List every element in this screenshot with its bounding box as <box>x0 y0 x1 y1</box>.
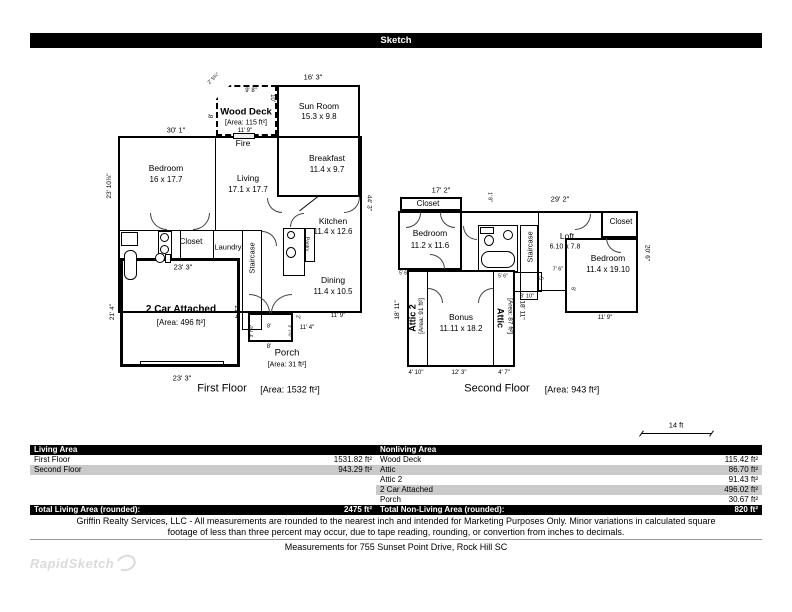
table-row <box>376 475 762 485</box>
bathtub <box>124 250 137 280</box>
toilet <box>155 253 165 263</box>
room-closet-1f: Closet <box>179 237 203 246</box>
dim-4-7: 4' 7" <box>498 370 510 376</box>
dim-8-2f: 8' <box>569 287 576 291</box>
area-porch: [Area: 31 ft²] <box>267 361 307 369</box>
room-garage: 2 Car Attached <box>145 304 217 315</box>
floor1-title: First Floor <box>197 382 247 395</box>
dim-8-porch: 8' <box>266 344 272 350</box>
dim-11-9-deck: 11' 9" <box>237 128 253 134</box>
dim-16-3: 16' 3" <box>303 72 323 82</box>
wall-segment <box>427 270 428 367</box>
living-area-header <box>30 445 376 455</box>
scale-bar-line <box>641 433 711 434</box>
dim-2-5: 2' 5¾" <box>206 71 221 86</box>
row-value: 943.29 ft² <box>338 465 372 474</box>
dim-4-10: 4' 10" <box>408 370 424 376</box>
nonliving-area-header <box>376 445 762 455</box>
dim-23-10: 23' 10⅞" <box>105 173 113 199</box>
size-living: 17.1 x 17.7 <box>228 185 268 194</box>
room-attic: Attic <box>495 308 506 328</box>
sink <box>503 230 513 240</box>
area-attic-2: [Area: 91 ft²] <box>417 298 425 334</box>
room-porch: Porch <box>274 347 300 359</box>
living-total-label: Total Living Area (rounded): <box>34 505 141 514</box>
wall-stair-landing <box>514 272 542 292</box>
wall-segment <box>538 290 565 291</box>
row-value: 496.02 ft² <box>724 485 758 494</box>
room-loft: Loft <box>559 230 575 241</box>
table-row <box>376 495 762 505</box>
disclaimer-line-1: Griffin Realty Services, LLC - All measurements are rounded to the nearest inch and intended for Marketing Purposes Only. Minor variations in calculated square <box>76 516 716 526</box>
area-garage: [Area: 496 ft²] <box>156 318 206 327</box>
room-closet-2f-left: Closet <box>416 199 440 208</box>
dim-18-11-right: 18' 11" <box>518 300 526 320</box>
nonliving-total-value: 820 ft² <box>734 505 758 514</box>
size-breakfast: 11.4 x 9.7 <box>309 165 345 174</box>
dim-3-7-right: 3' 7⅞" <box>287 324 293 338</box>
row-name: Porch <box>380 495 401 504</box>
dim-3-10: 3' 10" <box>520 293 534 300</box>
footer-rule <box>30 539 762 540</box>
dim-29-2: 29' 2" <box>550 194 570 204</box>
page-title: Sketch <box>380 35 412 46</box>
floor2-title: Second Floor <box>464 382 530 395</box>
row-value: 30.67 ft² <box>728 495 758 504</box>
sink <box>287 231 295 239</box>
room-kitchen: Kitchen <box>318 215 348 226</box>
dim-8-porch-top: 8' <box>266 323 272 330</box>
size-bedroom-2f-left: 11.2 x 11.6 <box>410 241 450 250</box>
dim-10: 10' <box>269 94 275 102</box>
dim-2: 2' <box>294 315 301 319</box>
dim-11-4: 11' 4" <box>299 325 315 331</box>
row-name: Attic 2 <box>380 475 403 484</box>
room-staircase-1f: Staircase <box>247 242 257 274</box>
vanity <box>480 227 494 234</box>
door-arc <box>575 214 591 230</box>
row-value: 91.43 ft² <box>728 475 758 484</box>
size-kitchen: 11.4 x 12.6 <box>313 227 353 236</box>
room-wood-deck: Wood Deck <box>220 106 272 118</box>
row-name: Attic <box>380 465 396 474</box>
room-breakfast: Breakfast <box>309 152 345 163</box>
table-row <box>30 465 376 475</box>
scale-tick <box>709 430 714 436</box>
dim-17-2: 17' 2" <box>431 185 451 195</box>
size-bedroom-2f-right: 11.4 x 19.10 <box>586 265 630 274</box>
toilet <box>484 235 494 246</box>
dim-21-4-left: 21' 4" <box>108 303 116 321</box>
shower <box>121 232 138 246</box>
dim-23-3-bottom: 23' 3" <box>172 373 192 383</box>
dim-5-6-right: 5' 6" <box>498 273 508 280</box>
room-attic-2: Attic 2 <box>407 304 418 332</box>
bathtub <box>481 251 515 268</box>
dim-30-1: 30' 1" <box>166 125 186 135</box>
nonliving-area-table <box>376 445 762 515</box>
dim-12-3: 12' 3" <box>451 370 467 376</box>
address-line: Measurements for 755 Sunset Point Drive, Rock Hill SC <box>284 542 508 552</box>
room-bedroom-1f: Bedroom <box>148 162 184 173</box>
dim-23-3-top: 23' 3" <box>173 262 193 272</box>
table-row <box>376 485 762 495</box>
dim-11-9-dining: 11' 9" <box>330 313 346 319</box>
size-bonus: 11.11 x 18.2 <box>439 324 483 333</box>
nonliving-area-header-label: Nonliving Area <box>380 445 437 454</box>
size-dining: 11.4 x 10.5 <box>313 287 353 296</box>
dim-18-11-left: 18' 11" <box>393 300 401 320</box>
wall-segment <box>118 230 262 231</box>
floor1-area: [Area: 1532 ft²] <box>260 384 320 395</box>
row-name: First Floor <box>34 455 70 464</box>
room-laundry: Laundry <box>214 242 242 252</box>
dim-44-3: 44' 3" <box>365 194 373 212</box>
nonliving-total-label: Total Non-Living Area (rounded): <box>380 505 505 514</box>
room-sun-room: Sun Room <box>298 100 340 111</box>
dim-20-6: 20' 6" <box>643 244 651 262</box>
room-closet-2f-right: Closet <box>609 217 633 226</box>
door-arc <box>463 226 477 240</box>
table-row <box>30 455 376 465</box>
table-row <box>376 455 762 465</box>
room-bedroom-2f-right: Bedroom <box>590 252 626 263</box>
row-name: 2 Car Attached <box>380 485 433 494</box>
living-total-value: 2475 ft² <box>343 505 372 514</box>
room-staircase-2f: Staircase <box>525 231 535 263</box>
toilet <box>286 247 296 258</box>
row-name: Wood Deck <box>380 455 422 464</box>
wall-segment <box>493 270 494 367</box>
dim-8-deck: 8' <box>209 113 215 119</box>
dim-21-4-right: 21' 4" <box>233 305 239 321</box>
size-sun-room: 15.3 x 9.8 <box>301 112 337 121</box>
size-loft: 6.10 x 7.8 <box>549 243 581 251</box>
wall-segment <box>215 136 216 230</box>
table-row <box>376 465 762 475</box>
row-value: 115.42 ft² <box>724 455 758 464</box>
dim-1-8: 1' 8" <box>486 192 493 202</box>
dim-5-6-left: 5' 6" <box>399 270 409 277</box>
living-area-table <box>30 445 376 515</box>
row-value: 1531.82 ft² <box>333 455 372 464</box>
area-wood-deck: [Area: 115 ft²] <box>225 119 267 127</box>
sketch-title-bar <box>30 33 762 48</box>
area-attic: [Area: 87 ft²] <box>506 298 514 334</box>
rapidsketch-swoosh-icon <box>114 552 138 574</box>
disclaimer-line-2: footage of less than three percent may occur, due to tape reading, rounding, or convertion from inches to decimals. <box>167 527 625 537</box>
dim-5: 5' <box>539 276 546 280</box>
room-bedroom-2f-left: Bedroom <box>412 227 448 238</box>
dim-9-8: 9' 8" <box>245 88 257 94</box>
row-name: Second Floor <box>34 465 82 474</box>
scale-bar-label: 14 ft <box>668 420 684 430</box>
row-value: 86.70 ft² <box>728 465 758 474</box>
room-living: Living <box>236 172 260 183</box>
living-area-header-label: Living Area <box>34 445 78 454</box>
dim-11-9-2f: 11' 9" <box>597 315 613 321</box>
living-area-total-row <box>30 505 376 515</box>
room-bonus: Bonus <box>448 311 474 322</box>
size-bedroom-1f: 16 x 17.7 <box>149 175 183 184</box>
garage-door <box>140 361 224 365</box>
nonliving-area-total-row <box>376 505 762 515</box>
rapidsketch-logo: RapidSketch <box>30 556 115 571</box>
label-pantry: Pantry <box>303 236 310 252</box>
dim-7-6: 7' 6" <box>552 266 564 273</box>
dim-3-7-left: 3' 7⅞" <box>248 324 254 338</box>
toilet-tank <box>165 254 171 263</box>
room-dining: Dining <box>320 274 346 285</box>
label-fireplace: Fire <box>235 137 251 148</box>
floor2-area: [Area: 943 ft²] <box>544 384 600 395</box>
sink <box>160 233 169 242</box>
